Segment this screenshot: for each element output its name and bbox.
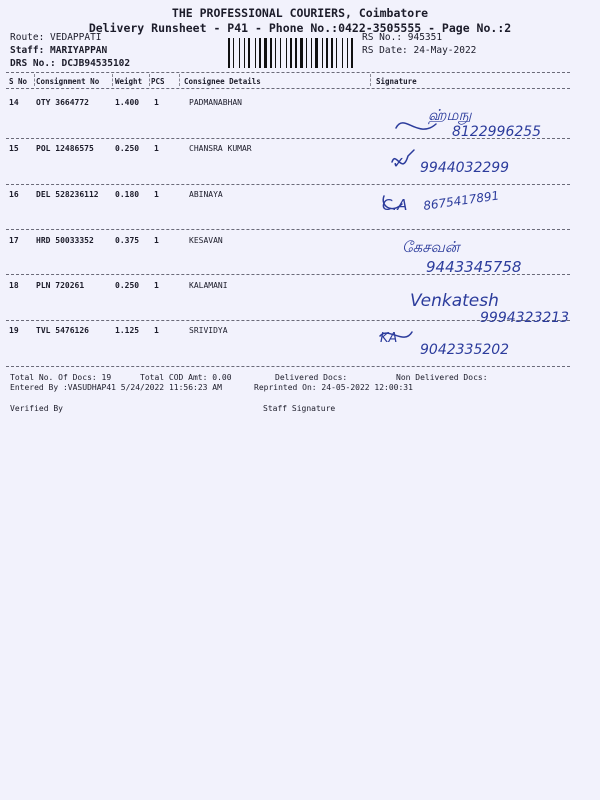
row-sno: 19	[9, 326, 19, 335]
row-consignee: KESAVAN	[189, 236, 223, 245]
signature-text: C.A	[382, 196, 408, 214]
row-sno: 15	[9, 144, 19, 153]
non-delivered-docs: Non Delivered Docs:	[396, 373, 488, 382]
signature-phone: 9944032299	[420, 160, 510, 176]
runsheet-title: Delivery Runsheet - P41 - Phone No.:0422-3505555 - Page No.:2	[88, 21, 512, 35]
row-weight: 0.180	[115, 190, 140, 199]
row-pcs: 1	[154, 98, 159, 107]
signature-phone: 8675417891	[422, 188, 501, 213]
row-consignment: POL 12486575	[36, 144, 94, 153]
row-pcs: 1	[154, 236, 159, 245]
company-title: THE PROFESSIONAL COURIERS, Coimbatore	[171, 6, 429, 20]
signature-text: Venkatesh	[410, 291, 499, 311]
row-consignee: ABINAYA	[189, 190, 223, 199]
row-weight: 1.125	[115, 326, 140, 335]
signature-phone: 9994323213	[480, 310, 570, 326]
row-consignee: SRIVIDYA	[189, 326, 228, 335]
row-consignee: CHANSRA KUMAR	[189, 144, 252, 153]
signature-text: KA	[380, 331, 398, 346]
column-header-consignee: Consignee Details	[184, 77, 261, 86]
reprinted-on: Reprinted On: 24-05-2022 12:00:31	[254, 383, 413, 392]
row-sno: 16	[9, 190, 19, 199]
row-consignment: PLN 720261	[36, 281, 85, 290]
row-consignment: OTY 3664772	[36, 98, 89, 107]
entered-by: Entered By :VASUDHAP41 5/24/2022 11:56:23 AM	[10, 383, 222, 392]
row-weight: 1.400	[115, 98, 140, 107]
staff-signature: Staff Signature	[263, 404, 336, 413]
row-consignee: PADMANABHAN	[189, 98, 242, 107]
row-pcs: 1	[154, 144, 159, 153]
row-weight: 0.250	[115, 281, 140, 290]
row-weight: 0.375	[115, 236, 140, 245]
route-label: Route: VEDAPPATI	[10, 32, 102, 43]
signature-phone: 9042335202	[420, 342, 510, 358]
row-consignee: KALAMANI	[189, 281, 228, 290]
signature-text: ✓	[392, 153, 406, 172]
row-sno: 17	[9, 236, 19, 245]
signature-phone: 8122996255	[452, 124, 542, 140]
column-header-sno: S No	[9, 77, 28, 86]
row-weight: 0.250	[115, 144, 140, 153]
verified-by: Verified By	[10, 404, 63, 413]
column-header-weight: Weight	[115, 77, 143, 86]
total-cod: Total COD Amt: 0.00	[140, 373, 232, 382]
signature-text: கேசவன்	[402, 238, 460, 256]
staff-label: Staff: MARIYAPPAN	[10, 45, 108, 56]
signature-phone: 9443345758	[426, 258, 522, 276]
column-header-signature: Signature	[376, 77, 417, 86]
row-consignment: DEL 528236112	[36, 190, 99, 199]
row-pcs: 1	[154, 281, 159, 290]
row-pcs: 1	[154, 326, 159, 335]
row-pcs: 1	[154, 190, 159, 199]
column-header-consignment: Consignment No	[36, 77, 100, 86]
column-header-pcs: PCS	[151, 77, 165, 86]
row-sno: 18	[9, 281, 19, 290]
signature-text: ஹ்மநு	[428, 106, 472, 124]
total-docs: Total No. Of Docs: 19	[10, 373, 112, 382]
row-consignment: TVL 5476126	[36, 326, 89, 335]
row-sno: 14	[9, 98, 19, 107]
rs-number: RS No.: 945351	[362, 32, 443, 43]
delivered-docs: Delivered Docs:	[275, 373, 348, 382]
row-consignment: HRD 50033352	[36, 236, 94, 245]
rs-date: RS Date: 24-May-2022	[362, 45, 477, 56]
drs-label: DRS No.: DCJB94535102	[10, 58, 131, 69]
